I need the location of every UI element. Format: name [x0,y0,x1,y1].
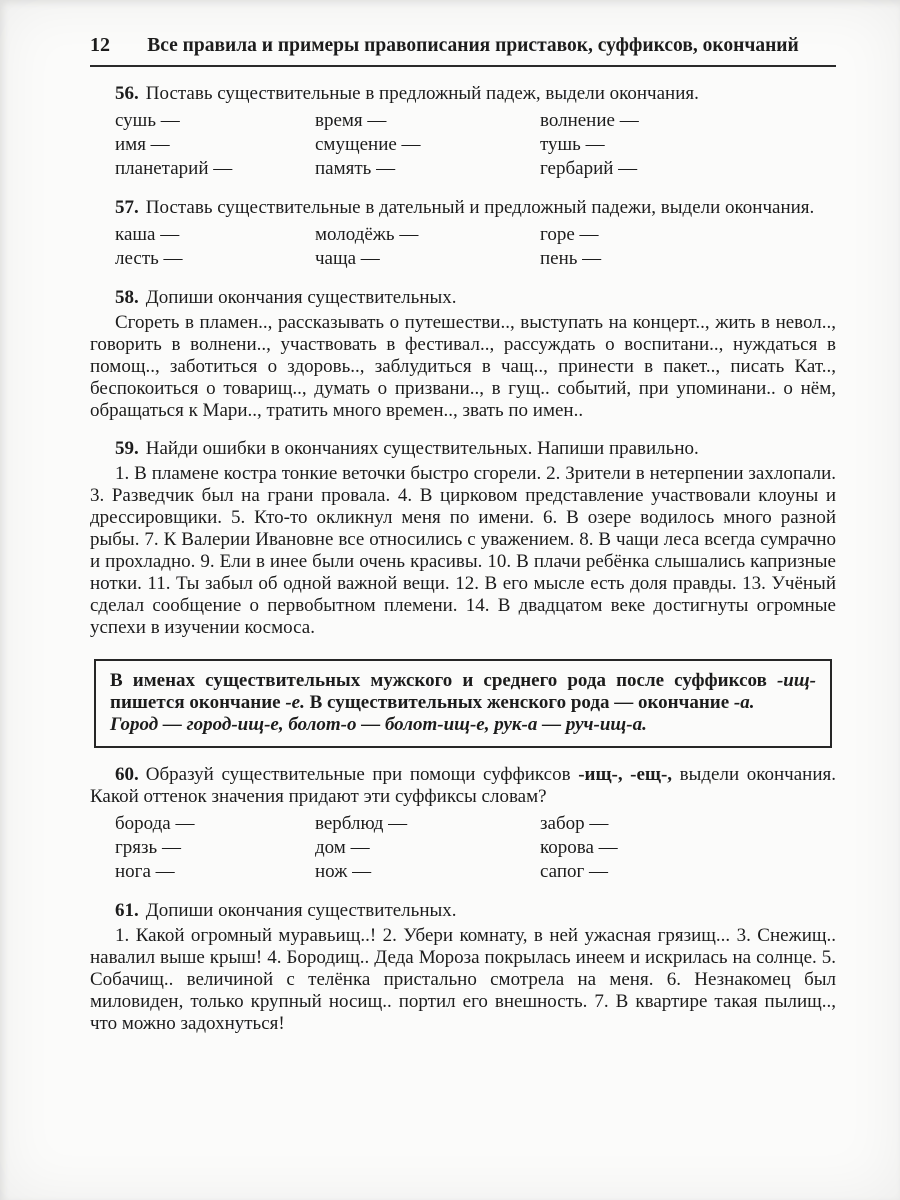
word-item: нога — [115,861,175,882]
exercise-57-word-list [115,223,836,271]
exercise-56-instruction: Поставь существительные в предложный падеж, выдели окончания. [145,83,699,104]
exercise-56-word-list [115,109,836,181]
exercise-57-number: 57. [115,197,139,218]
exercise-61-instruction: Допиши окончания существительных. [145,900,457,921]
exercise-60-number: 60. [115,764,139,785]
word-item: волнение — [540,110,639,131]
exercise-58-text: Сгореть в пламен.., рассказывать о путешестви.., выступать на концерт.., жить в невол.., говорить в волнени.., участвовать в фестивал.., рассуждать о воспитани.., нуждаться в помощ.., заботиться о здоровь.., заблудиться в чащ.., принести в пакет.., писать Кат.., беспокоиться о товарищ.., думать о призвани.., в гущ.. событий, при упоминани.. о нём, обращаться к Мари.., тратить много времен.., звать по имен.. [90,312,836,421]
word-item: чаща — [315,248,380,269]
exercise-57-instruction: Поставь существительные в дательный и предложный падежи, выдели окончания. [145,197,815,218]
running-title: Все правила и примеры правописания приставок, суффиксов, окончаний [147,35,799,56]
exercise-59-text: 1. В пламене костра тонкие веточки быстро сгорели. 2. Зрители в нетерпении захлопали. 3. Разведчик был на грани провала. 4. В цирковом представление участвовали клоуны и дрессировщики. 5. Кто-то окликнул меня по имени. 6. В озере водилось много разной рыбы. 7. К Валерии Ивановне все относились с уважением. 8. В чащи леса всегда сумрачно и прохладно. 9. Ели в инее были очень красивы. 10. В плачи ребёнка слышались капризные нотки. 11. Ты забыл об одной важной вещи. 12. В его мысле есть доля правды. 13. Учёный сделал сообщение о первобытном племени. 14. В двадцатом веке достигнуты огромные успехи в изучении космоса. [90,463,836,638]
exercise-61-number: 61. [115,900,139,921]
rule-morpheme: -е. [285,692,305,713]
exercise-60-heading [90,764,836,808]
exercise-56-heading [90,83,836,105]
exercise-60-word-list [115,812,836,884]
exercise-56-number: 56. [115,83,139,104]
rule-morpheme: -а. [733,692,755,713]
word-item: гербарий — [540,158,638,179]
page-number: 12 [90,34,110,56]
rule-box [94,659,832,748]
word-item: лесть — [115,248,183,269]
exercise-60-instruction-part: выдели окончания. Какой оттенок значения придают эти суффиксы словам? [90,764,836,807]
exercise-59-instruction: Найди ошибки в окончаниях существительных. Напиши правильно. [145,438,699,459]
word-item: корова — [540,837,618,858]
word-item: каша — [115,224,180,245]
word-item: сапог — [540,861,609,882]
exercise-61-text: 1. Какой огромный муравьищ..! 2. Убери комнату, в ней ужасная грязищ... 3. Снежищ.. навалил выше крыш! 4. Бородищ.. Деда Мороза покрылась инеем и искрилась на солнце. 5. Собачищ.. величиной с телёнка пристально смотрела на меня. 6. Незнакомец был миловиден, только крупный носищ.. портил его внешность. 7. В квартире такая пылищ.., что можно задохнуться! [90,925,836,1034]
word-item: грязь — [115,837,181,858]
rule-text-part: пишется окончание [110,692,286,713]
word-item: горе — [540,224,599,245]
word-item: пень — [540,248,602,269]
exercise-58-instruction: Допиши окончания существительных. [145,287,457,308]
rule-text-part: В именах существительных мужского и среднего рода после суффиксов [110,670,777,691]
rule-text-part: В существительных женского рода — окончание [304,692,734,713]
word-item: верблюд — [315,813,408,834]
word-item: время — [315,110,387,131]
word-item: молодёжь — [315,224,419,245]
word-item: забор — [540,813,609,834]
exercise-60-suffixes: -ищ-, -ещ-, [578,764,673,785]
page-header [90,34,836,67]
word-item: сушь — [115,110,180,131]
exercise-58-number: 58. [115,287,139,308]
word-item: борода — [115,813,195,834]
rule-morpheme: -ищ- [776,670,816,691]
exercise-59-heading [90,438,836,460]
exercise-61-heading [90,900,836,922]
word-item: дом — [315,837,370,858]
exercise-58-heading [90,287,836,309]
word-item: нож — [315,861,372,882]
exercise-57-heading [90,197,836,219]
word-item: планетарий — [115,158,233,179]
word-item: тушь — [540,134,605,155]
word-item: память — [315,158,396,179]
rule-example: Город — город-ищ-е, болот-о — болот-ищ-е, рук-а — руч-ищ-а. [110,714,647,735]
word-item: имя — [115,134,170,155]
exercise-60-instruction-part: Образуй существительные при помощи суффиксов [145,764,579,785]
rule-text [110,670,816,714]
word-item: смущение — [315,134,421,155]
exercise-59-number: 59. [115,438,139,459]
